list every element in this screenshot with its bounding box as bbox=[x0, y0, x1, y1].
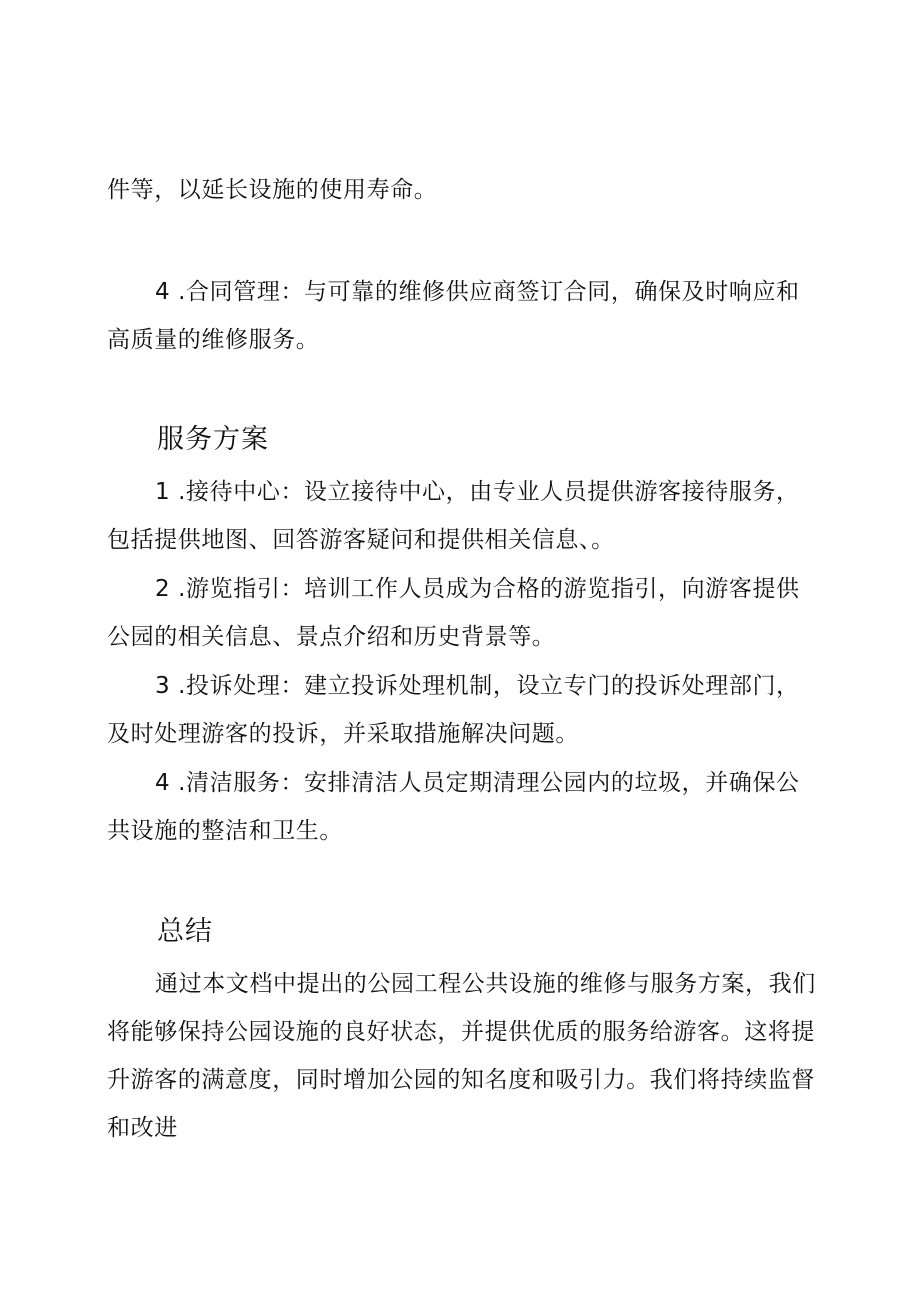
service-heading: 服务方案 bbox=[157, 424, 269, 455]
continued-paragraph: 件等，以延长设施的使用寿命。 bbox=[107, 177, 438, 203]
summary-heading: 总结 bbox=[157, 916, 213, 947]
service-item-2: 2 .游览指引：培训工作人员成为合格的游览指引，向游客提供公园的相关信息、景点介绍和历史背景等。 bbox=[107, 576, 800, 650]
service-item-4: 4 .清洁服务：安排清洁人员定期清理公园内的垃圾，并确保公共设施的整洁和卫生。 bbox=[107, 770, 800, 844]
summary-paragraph: 通过本文档中提出的公园工程公共设施的维修与服务方案，我们将能够保持公园设施的良好状态，并提供优质的服务给游客。这将提升游客的满意度，同时增加公园的知名度和吸引力。我们将持续监督和改进 bbox=[107, 971, 816, 1141]
service-item-1: 1 .接待中心：设立接待中心，由专业人员提供游客接待服务，包括提供地图、回答游客疑问和提供相关信息、。 bbox=[107, 479, 800, 553]
maintenance-item-4: 4 .合同管理：与可靠的维修供应商签订合同，确保及时响应和高质量的维修服务。 bbox=[107, 279, 800, 353]
service-item-3: 3 .投诉处理：建立投诉处理机制，设立专门的投诉处理部门，及时处理游客的投诉，并采取措施解决问题。 bbox=[107, 673, 800, 747]
